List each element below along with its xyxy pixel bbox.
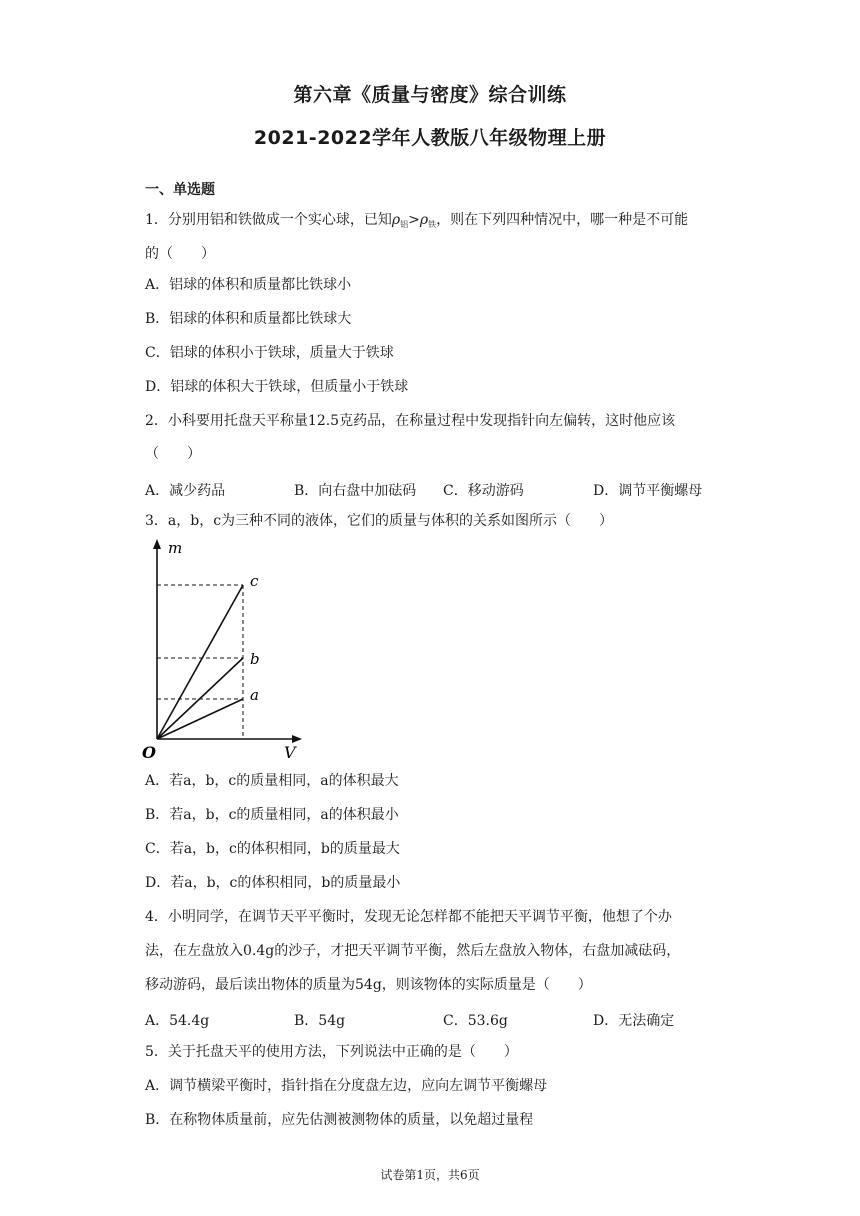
q4-stem-line1: 4．小明同学，在调节天平平衡时，发现无论怎样都不能把天平调节平衡，他想了个办 bbox=[145, 909, 672, 925]
q1-option-c: C．铝球的体积小于铁球，质量大于铁球 bbox=[145, 345, 394, 361]
page-subtitle: 2021-2022学年人教版八年级物理上册 bbox=[253, 127, 607, 149]
x-axis-arrow bbox=[292, 735, 302, 743]
q3-option-b: B．若a，b，c的质量相同，a的体积最小 bbox=[145, 807, 399, 823]
q4-option-b: B．54g bbox=[294, 1013, 346, 1029]
q1-option-b: B．铝球的体积和质量都比铁球大 bbox=[145, 311, 352, 327]
q5-option-a: A．调节横梁平衡时，指针指在分度盘左边，应向左调节平衡螺母 bbox=[145, 1078, 548, 1094]
y-axis-label: m bbox=[168, 539, 183, 557]
q2-option-b: B．向右盘中加砝码 bbox=[294, 483, 417, 499]
q4-option-c: C．53.6g bbox=[443, 1013, 508, 1029]
q2-option-d: D．调节平衡螺母 bbox=[593, 483, 703, 499]
q3-option-c: C．若a，b，c的体积相同，b的质量最大 bbox=[145, 841, 400, 857]
q3-stem: 3．a，b，c为三种不同的液体，它们的质量与体积的关系如图所示（ ） bbox=[145, 513, 614, 529]
q3-option-a: A．若a，b，c的质量相同，a的体积最大 bbox=[145, 773, 399, 789]
q1-option-d: D．铝球的体积大于铁球，但质量小于铁球 bbox=[145, 379, 409, 395]
label-a: a bbox=[250, 686, 259, 704]
q5-stem: 5．关于托盘天平的使用方法，下列说法中正确的是（ ） bbox=[145, 1044, 518, 1060]
x-axis-label: V bbox=[284, 743, 296, 762]
origin-label: O bbox=[142, 743, 156, 762]
q2-option-c: C．移动游码 bbox=[443, 483, 524, 499]
y-axis-arrow bbox=[153, 539, 161, 549]
label-b: b bbox=[250, 650, 260, 668]
q5-option-b: B．在称物体质量前，应先估测被测物体的质量，以免超过量程 bbox=[145, 1112, 534, 1128]
q4-option-d: D．无法确定 bbox=[593, 1013, 675, 1029]
label-c: c bbox=[250, 572, 259, 590]
q4-stem-line3: 移动游码，最后读出物体的质量为54g，则该物体的实际质量是（ ） bbox=[145, 977, 592, 993]
q1-option-a: A．铝球的体积和质量都比铁球小 bbox=[145, 277, 352, 293]
q2-stem-line2: （ ） bbox=[145, 446, 201, 462]
q2-option-a: A．减少药品 bbox=[145, 483, 226, 499]
line-a bbox=[157, 699, 243, 739]
q4-options bbox=[145, 1010, 725, 1028]
line-c bbox=[157, 585, 243, 739]
q3-option-d: D．若a，b，c的体积相同，b的质量最小 bbox=[145, 875, 401, 891]
q2-stem-line1: 2．小科要用托盘天平称量12.5克药品，在称量过程中发现指针向左偏转，这时他应该 bbox=[145, 413, 676, 429]
section-heading: 一、单选题 bbox=[145, 182, 215, 198]
q2-options bbox=[145, 480, 725, 498]
page-footer: 试卷第1页，共6页 bbox=[380, 1168, 480, 1182]
mass-volume-graph bbox=[140, 536, 310, 762]
q4-option-a: A．54.4g bbox=[145, 1013, 210, 1029]
q4-stem-line2: 法，在左盘放入0.4g的沙子，才把天平调节平衡，然后左盘放入物体，右盘加减砝码， bbox=[145, 943, 681, 959]
q1-stem-line2: 的（ ） bbox=[145, 246, 215, 262]
page-title: 第六章《质量与密度》综合训练 bbox=[293, 84, 567, 106]
q1-stem-line1: 1．分别用铝和铁做成一个实心球，已知$\rho_铝>\rho_铁$，则在下列四种情况中，哪一种是不可能 bbox=[145, 212, 689, 229]
